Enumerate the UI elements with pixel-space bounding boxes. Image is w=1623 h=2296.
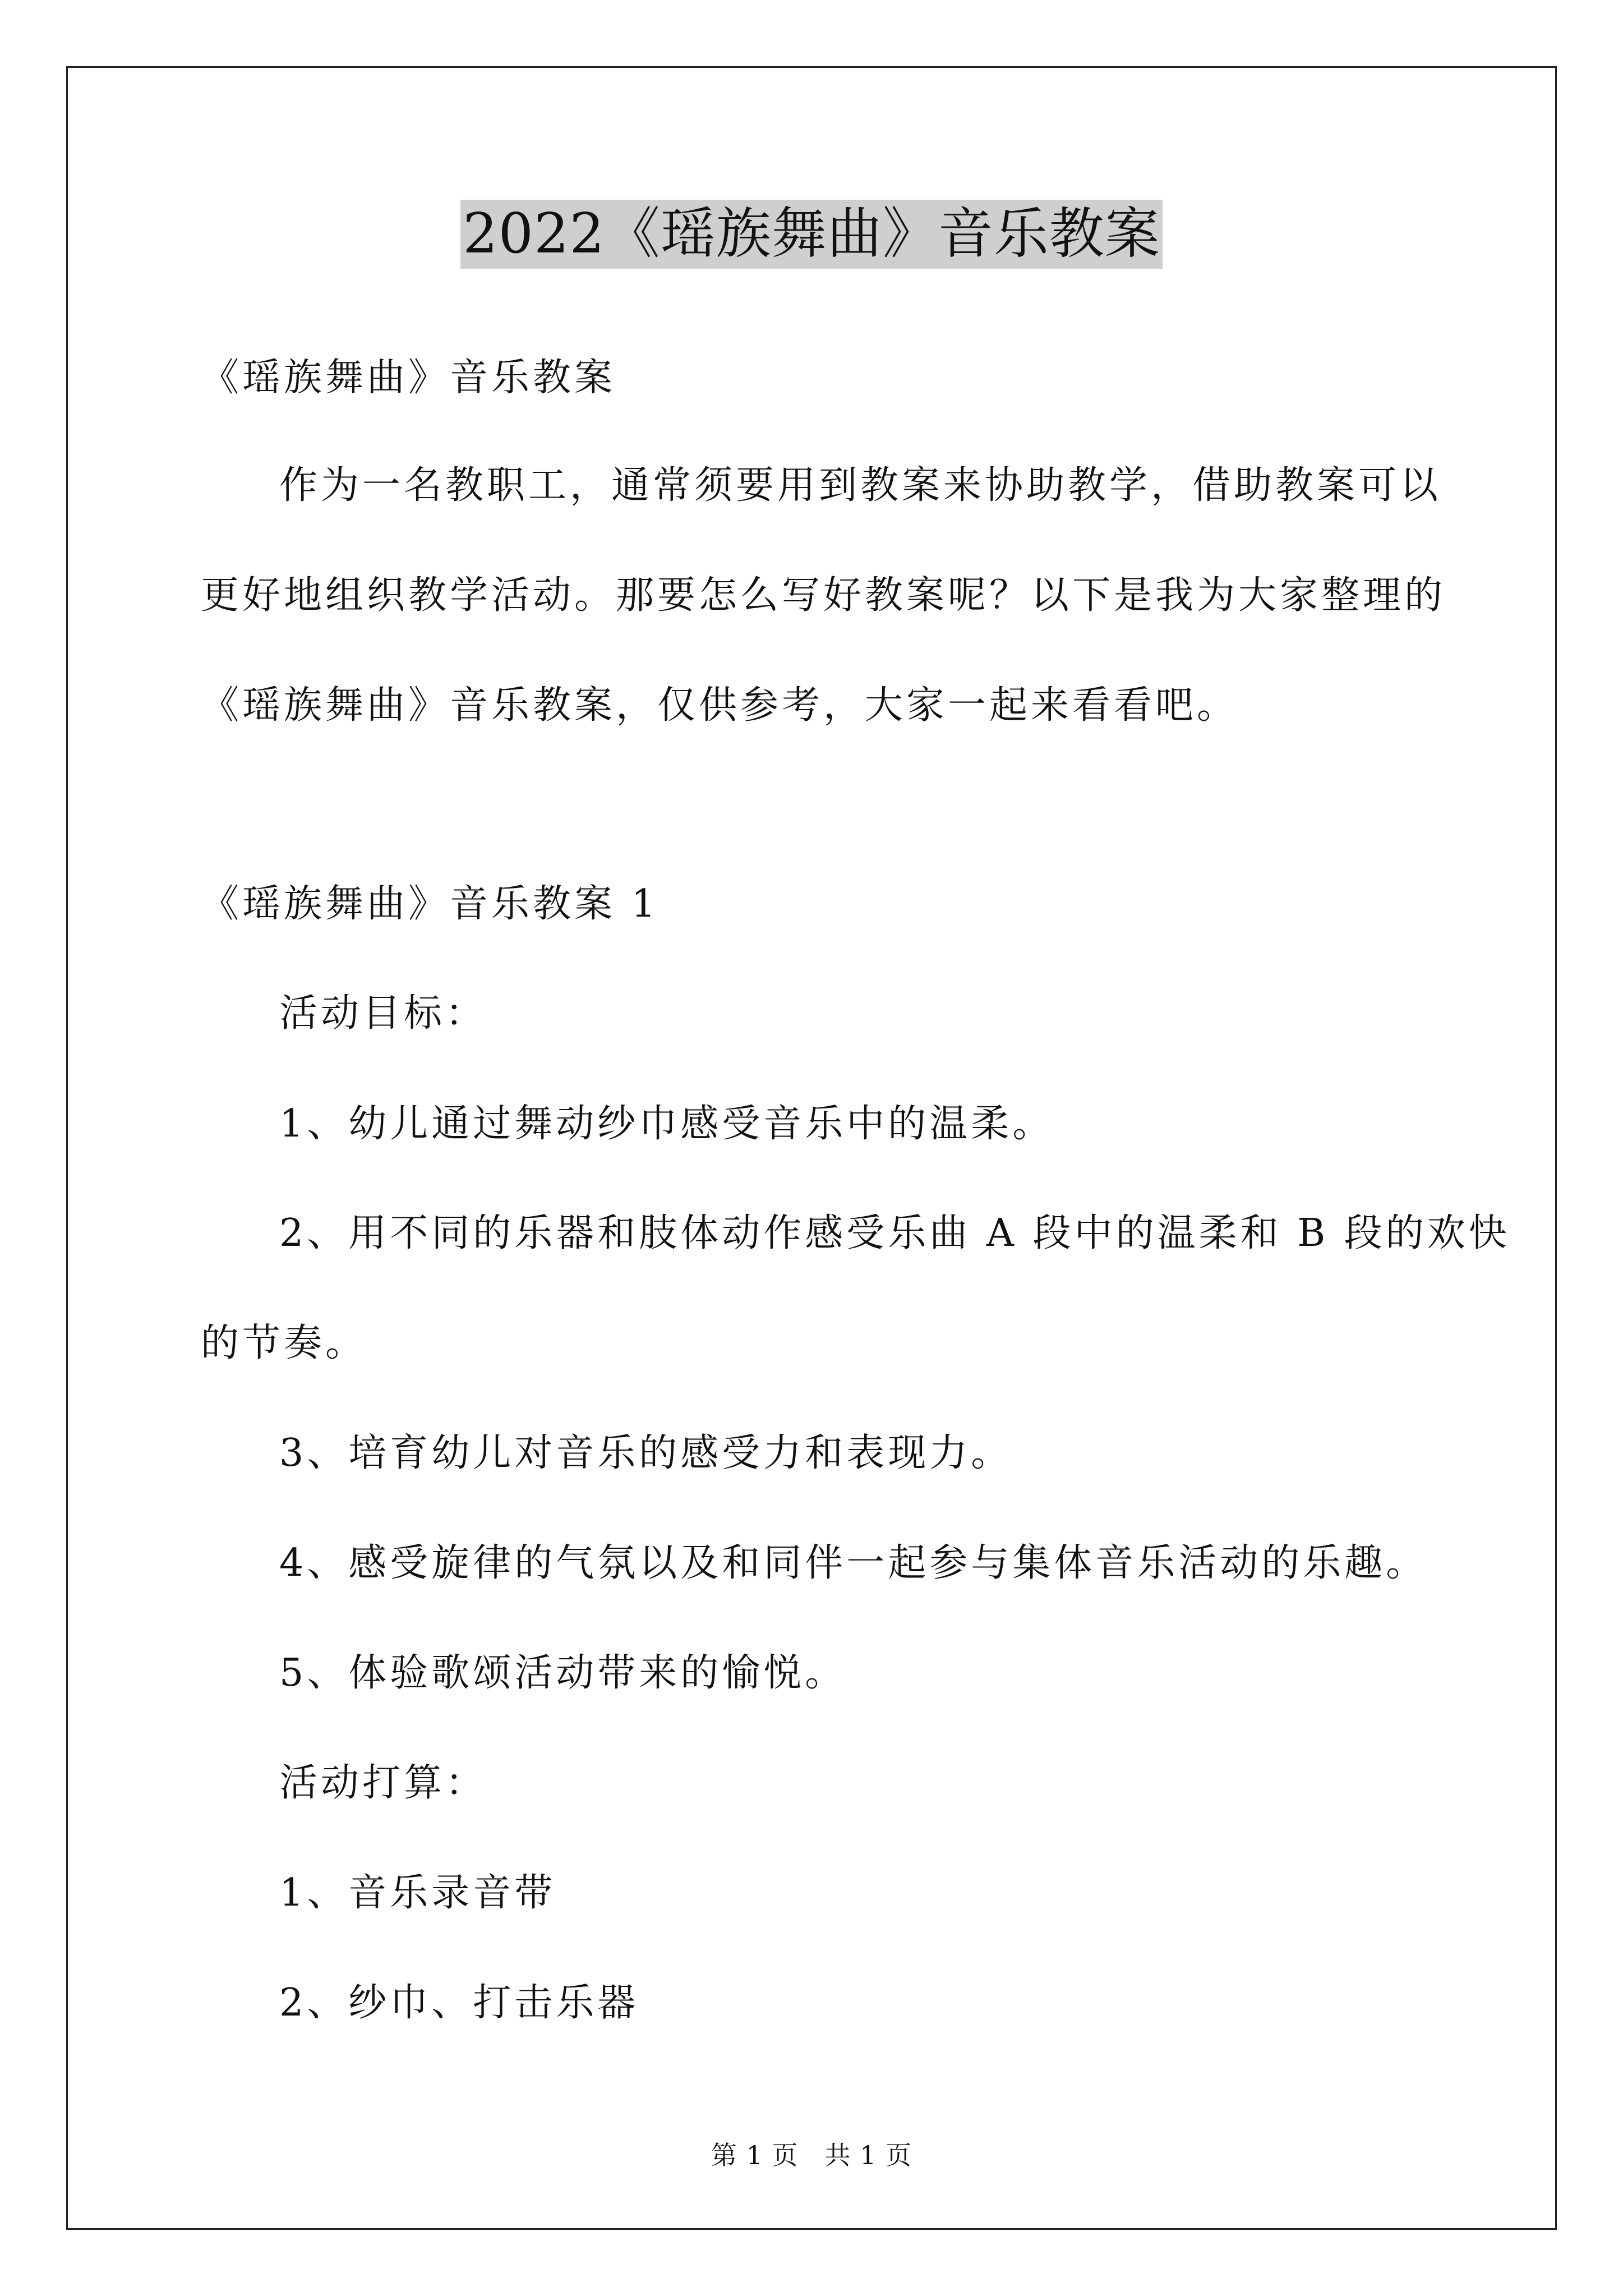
prep-heading: 活动打算： bbox=[279, 1761, 487, 1805]
intro-line-2: 更好地组织教学活动。那要怎么写好教案呢？以下是我为大家整理的 bbox=[201, 573, 1446, 618]
goal-item-2: 2、用不同的乐器和肢体动作感受乐曲 A 段中的温柔和 B 段的欢快 bbox=[279, 1211, 1510, 1255]
subtitle: 《瑶族舞曲》音乐教案 bbox=[201, 356, 616, 400]
goal-item-2-cont: 的节奏。 bbox=[201, 1321, 367, 1365]
prep-item-1: 1、音乐录音带 bbox=[279, 1871, 556, 1915]
intro-line-3: 《瑶族舞曲》音乐教案，仅供参考，大家一起来看看吧。 bbox=[201, 683, 1239, 728]
document-title: 2022《瑶族舞曲》音乐教案 bbox=[460, 200, 1162, 269]
goal-item-5: 5、体验歌颂活动带来的愉悦。 bbox=[279, 1651, 847, 1695]
goal-item-1: 1、幼儿通过舞动纱巾感受音乐中的温柔。 bbox=[279, 1102, 1054, 1146]
goals-heading: 活动目标： bbox=[279, 991, 487, 1036]
section-heading: 《瑶族舞曲》音乐教案 1 bbox=[201, 882, 659, 926]
intro-line-1: 作为一名教职工，通常须要用到教案来协助教学，借助教案可以 bbox=[279, 463, 1442, 508]
title-container bbox=[0, 200, 1623, 269]
prep-item-2: 2、纱巾、打击乐器 bbox=[279, 1981, 639, 2025]
goal-item-3: 3、培育幼儿对音乐的感受力和表现力。 bbox=[279, 1431, 1013, 1475]
page-number: 第 1 页 共 1 页 bbox=[711, 2140, 912, 2170]
goal-item-4: 4、感受旋律的气氛以及和同伴一起参与集体音乐活动的乐趣。 bbox=[279, 1541, 1428, 1585]
